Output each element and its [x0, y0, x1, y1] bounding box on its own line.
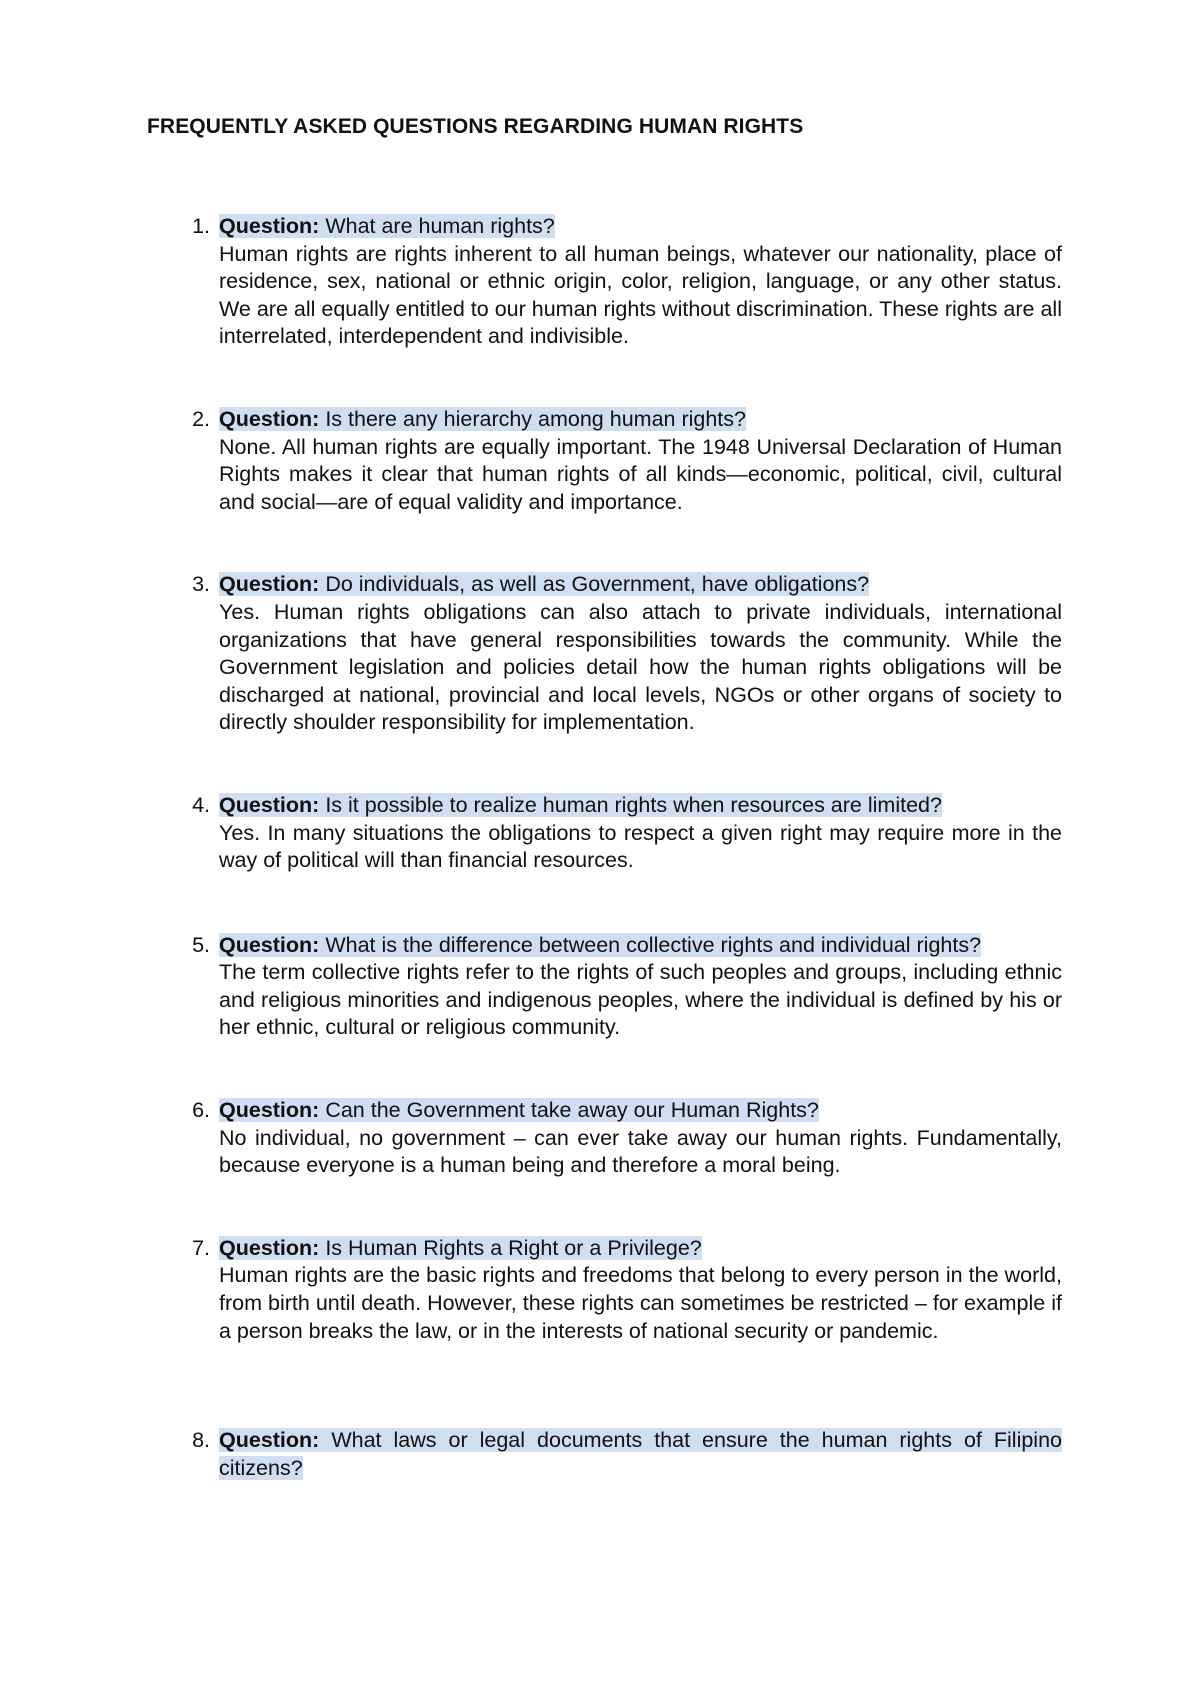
document-title: FREQUENTLY ASKED QUESTIONS REGARDING HUMAN RIGHTS	[147, 115, 804, 138]
question-line	[219, 932, 1062, 960]
item-number: 2.	[192, 406, 210, 431]
item-number: 8.	[192, 1428, 210, 1453]
question-line	[219, 1427, 1062, 1482]
question-label: Question:	[219, 792, 320, 817]
faq-item	[192, 406, 1062, 516]
item-number: 1.	[192, 214, 210, 238]
answer-text: Human rights are the basic rights and freedoms that belong to every person in the world, from birth until death. However, these rights can sometimes be restricted – for example if a person breaks the law, or in the interests of national security or pandemic.	[219, 1263, 1062, 1343]
question-label: Question:	[219, 572, 320, 597]
item-number: 7.	[192, 1235, 210, 1260]
question-text: Is there any hierarchy among human rights?	[319, 406, 746, 431]
question-label: Question:	[219, 406, 320, 431]
question-line	[219, 213, 1062, 241]
answer-text: Human rights are rights inherent to all human beings, whatever our nationality, place of residence, sex, national or ethnic origin, color, religion, language, or any other status. We are all equally entitled to our human rights without discrimination. These rights are all interrelated, interdependent and indivisible.	[219, 241, 1062, 349]
answer-text: No individual, no government – can ever take away our human rights. Fundamentally, because everyone is a human being and therefore a moral being.	[219, 1125, 1062, 1178]
question-text: Can the Government take away our Human Rights?	[319, 1098, 819, 1123]
question-label: Question:	[219, 932, 320, 957]
faq-item	[192, 932, 1062, 1042]
faq-item	[192, 792, 1062, 875]
question-line	[219, 792, 1062, 820]
question-text: What are human rights?	[319, 214, 555, 238]
question-label: Question:	[219, 214, 320, 238]
question-line	[219, 406, 1062, 434]
answer-text: None. All human rights are equally important. The 1948 Universal Declaration of Human Rights makes it clear that human rights of all kinds—economic, political, civil, cultural and social—are of equal validity and importance.	[219, 434, 1062, 514]
faq-item	[192, 571, 1062, 737]
item-number: 6.	[192, 1098, 210, 1123]
faq-item	[192, 1427, 1062, 1482]
question-line	[219, 1235, 1062, 1263]
question-line	[219, 1097, 1062, 1125]
question-text: What laws or legal documents that ensure the human rights of Filipino citizens?	[219, 1428, 1062, 1480]
item-number: 3.	[192, 572, 210, 597]
question-label: Question:	[219, 1098, 320, 1123]
answer-text: Yes. In many situations the obligations to respect a given right may require more in the way of political will than financial resources.	[219, 820, 1062, 873]
question-text: Is it possible to realize human rights when resources are limited?	[319, 792, 942, 817]
faq-item	[192, 1235, 1062, 1345]
faq-item	[192, 1097, 1062, 1180]
question-label: Question:	[219, 1428, 320, 1453]
question-text: Is Human Rights a Right or a Privilege?	[319, 1235, 702, 1260]
question-text: Do individuals, as well as Government, have obligations?	[319, 572, 870, 597]
item-number: 5.	[192, 932, 210, 957]
question-text: What is the difference between collective rights and individual rights?	[319, 932, 982, 957]
item-number: 4.	[192, 792, 210, 817]
faq-item	[192, 213, 1062, 351]
question-label: Question:	[219, 1235, 320, 1260]
answer-text: The term collective rights refer to the rights of such peoples and groups, including ethnic and religious minorities and indigenous peoples, where the individual is defined by his or her ethnic, cultural or religious community.	[219, 960, 1062, 1040]
answer-text: Yes. Human rights obligations can also attach to private individuals, international organizations that have general responsibilities towards the community. While the Government legislation and policies detail how the human rights obligations will be discharged at national, provincial and local levels, NGOs or other organs of society to directly shoulder responsibility for implementation.	[219, 599, 1062, 735]
faq-list	[192, 213, 1062, 1537]
question-line	[219, 571, 1062, 599]
